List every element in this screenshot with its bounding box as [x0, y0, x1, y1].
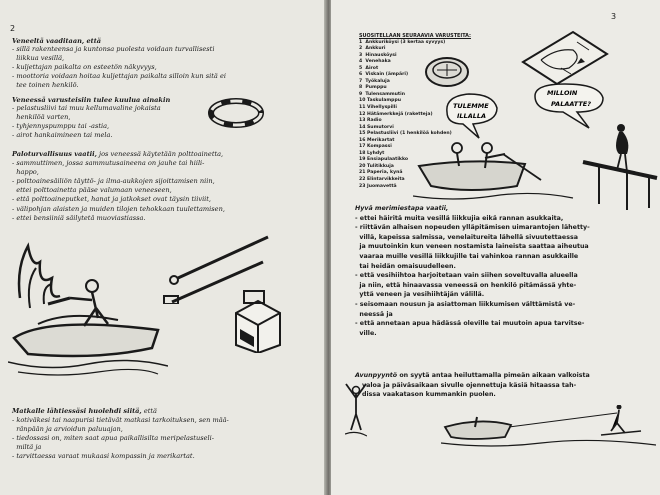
list-item: - polttoainesäiliön täyttö- ja ilma-aukkojen sijoittamisen niin, — [12, 177, 215, 186]
list-item: 7 Työkaluja — [359, 78, 390, 84]
list-item: ränpään ja arvioidun paluuajan, — [12, 425, 123, 434]
fuel-can-illustration — [228, 283, 288, 353]
list-item: vaaraa muille vesillä liikkujille tai vahinkoa rannan asukkaille — [355, 252, 579, 260]
list-item: - että vesihiihtoa harjoitetaan vain siihen soveltuvalla alueella — [355, 272, 578, 280]
list-item: ja niin, että hinaavassa veneessä on henkilö pitämässä yhte- — [355, 281, 577, 289]
list-item: 23 Juomavettä — [359, 183, 397, 189]
list-item: yttä veneen ja vesihiihtäjän välillä. — [355, 291, 485, 299]
list-item: 11 Vihellyspilli — [359, 105, 397, 111]
list-item: henkilöä varten, — [12, 113, 71, 122]
list-item: 4 Venehaka — [359, 59, 391, 65]
list-item: - välipohjan alaisten ja muiden tilojen tehokkaan tuulettamisen, — [12, 204, 225, 213]
section-heading: Veneeltä vaaditaan, että — [12, 37, 102, 45]
section-heading: Avunpyyntö — [355, 372, 398, 379]
departure-list — [12, 416, 322, 461]
section-heading: Veneessä varusteisiin tulee kuulua ainakin — [12, 96, 171, 104]
list-item: 15 Pelastusliivi (1 henkilöä kohden) — [359, 131, 452, 137]
list-item: ettei polttoainetta pääse valumaan veneeseen, — [12, 186, 172, 195]
list-item: 19 Ensiapulaatikko — [359, 157, 409, 163]
requirements-list — [12, 45, 320, 90]
equipment-list — [12, 104, 312, 140]
list-item: villä, kapeissa salmissa, venelaitureita lähellä sivuutettaessa — [355, 233, 578, 241]
list-item: - riittävän alhaisen nopeuden ylläpitämisen uimarantojen lähetty- — [355, 224, 590, 232]
list-item: 10 Taskulamppu — [359, 98, 402, 104]
bubble-right-line-1: MILLOIN — [547, 89, 578, 97]
list-item: liikkua vesillä, — [12, 54, 65, 63]
distress-line-3: dissa vaakatason kummankin puolen. — [362, 391, 496, 399]
page-number: 2 — [10, 24, 16, 33]
list-item: ville. — [355, 329, 377, 337]
section-heading: Matkalle lähtiessäsi huolehdi siitä, — [12, 407, 142, 415]
list-item: - tyhjennyspumppu tai -astia, — [12, 122, 110, 131]
list-item: 21 Paperia, kynä — [359, 170, 403, 176]
list-item: - sillä rakenteensa ja kuntonsa puolesta voidaan turvallisesti — [12, 45, 215, 53]
list-item: 3 Hinausköysi — [359, 52, 397, 58]
list-item: - seisomaan nousun ja asiattoman liikkumisen välttämistä ve- — [355, 300, 576, 308]
list-item: tai heidän omaisuudelleen. — [355, 262, 456, 270]
right-page — [331, 0, 660, 495]
boat-fire-illustration — [8, 238, 168, 383]
list-item: - ettei bensiiniä säilytetä muoviastiassa. — [12, 213, 146, 222]
distress-line-1: on syytä antaa heiluttamalla pimeän aikaan valkoista — [397, 372, 590, 379]
waterskiing-illustration — [441, 405, 656, 453]
list-item: 17 Kompassi — [359, 144, 392, 150]
departure-scene-illustration — [413, 124, 658, 214]
page-number: 3 — [611, 12, 617, 21]
seamanship-list — [355, 214, 655, 339]
list-item: happo, — [12, 168, 39, 177]
list-item: 14 Sumutorvi — [359, 124, 394, 130]
list-item: 6 Viskain (ämpäri) — [359, 72, 409, 78]
list-item: 1 Ankkuriköysi (3 kertaa syvyys) — [359, 39, 446, 45]
list-item: 22 Elintarvikkeita — [359, 177, 405, 183]
list-item: 16 Merikartat — [359, 137, 395, 143]
list-item: - kotiväkesi tai naapurisi tietävät matkasi tarkoituksen, sen mää- — [12, 416, 229, 425]
heading-continuation: jos veneessä käytetään polttoainetta, — [96, 150, 224, 158]
list-item: - kuljettajan paikalta on esteetön näkyvyys, — [12, 63, 157, 72]
section-heading: Paloturvallisuus vaatii, — [12, 150, 97, 158]
bubble-left-line-1: TULEMME — [453, 102, 489, 110]
list-item: tee toinen henkilö. — [12, 81, 79, 90]
list-item: - tiedossasi on, miten saat apua paikallisilta meripelastuseli- — [12, 434, 214, 443]
list-item: 18 Lyhdyt — [359, 150, 385, 156]
sea-chart-illustration — [511, 28, 611, 88]
list-item: 20 Tulitikkuja — [359, 163, 394, 169]
list-item: - että annetaan apua hädässä oleville tai muutoin apua tarvitse- — [355, 320, 585, 328]
bubble-left-line-2: ILLALLA — [457, 112, 487, 120]
section-vessel-requirements — [12, 37, 320, 90]
section-fire-safety — [12, 150, 322, 223]
left-page — [0, 0, 326, 495]
section-equipment — [12, 96, 312, 140]
list-item: miltä ja — [12, 443, 42, 452]
section-before-departure — [12, 407, 322, 462]
list-item: neessä ja — [355, 310, 393, 318]
list-item: - ettei häiritä muita vesillä liikkujia eikä rannan asukkaita, — [355, 214, 564, 222]
list-item: 2 Ankkuri — [359, 46, 386, 52]
distress-line-2: valoa ja päiväsaikaan sivulle ojennettuja käsiä hitaassa tah- — [362, 381, 577, 389]
fire-safety-list — [12, 159, 322, 223]
section-heading: SUOSITELLAAN SEURAAVIA VARUSTEITA: — [359, 33, 471, 39]
bubble-right-line-2: PALAATTE? — [551, 100, 592, 108]
list-item: 13 Radio — [359, 118, 382, 124]
list-item: - että polttoaineputket, hanat ja jatkokset ovat täysin tiiviit, — [12, 195, 212, 204]
section-good-seamanship — [355, 204, 655, 338]
list-item: ja muutoinkin kun veneen nostamista laineista saattaa aiheutua — [355, 243, 589, 251]
list-item: 5 Airot — [359, 65, 379, 71]
section-heading: Hyvä merimiestapa vaatii, — [355, 205, 449, 212]
list-item: 12 Hätämerkkejä (raketteja) — [359, 111, 433, 117]
list-item: - sammuttimen, jossa sammutusaineena on jauhe tai hiili- — [12, 159, 205, 168]
section-distress-signal — [355, 371, 657, 400]
list-item: 8 Pumppu — [359, 85, 387, 91]
list-item: - tarvittaessa varaat mukaasi kompassin ja merikartat. — [12, 452, 195, 461]
list-item: - airot hankaimineen tai mela. — [12, 131, 113, 140]
list-item: - moottoria voidaan hoitaa kuljettajan paikalta silloin kun sitä ei — [12, 72, 226, 81]
list-item: 9 Tulensammutin — [359, 91, 405, 97]
list-item: - pelastusliivi tai muu kellumavaline jokaista — [12, 104, 161, 112]
lifebuoy-illustration — [206, 96, 266, 130]
heading-continuation: että — [141, 407, 157, 415]
